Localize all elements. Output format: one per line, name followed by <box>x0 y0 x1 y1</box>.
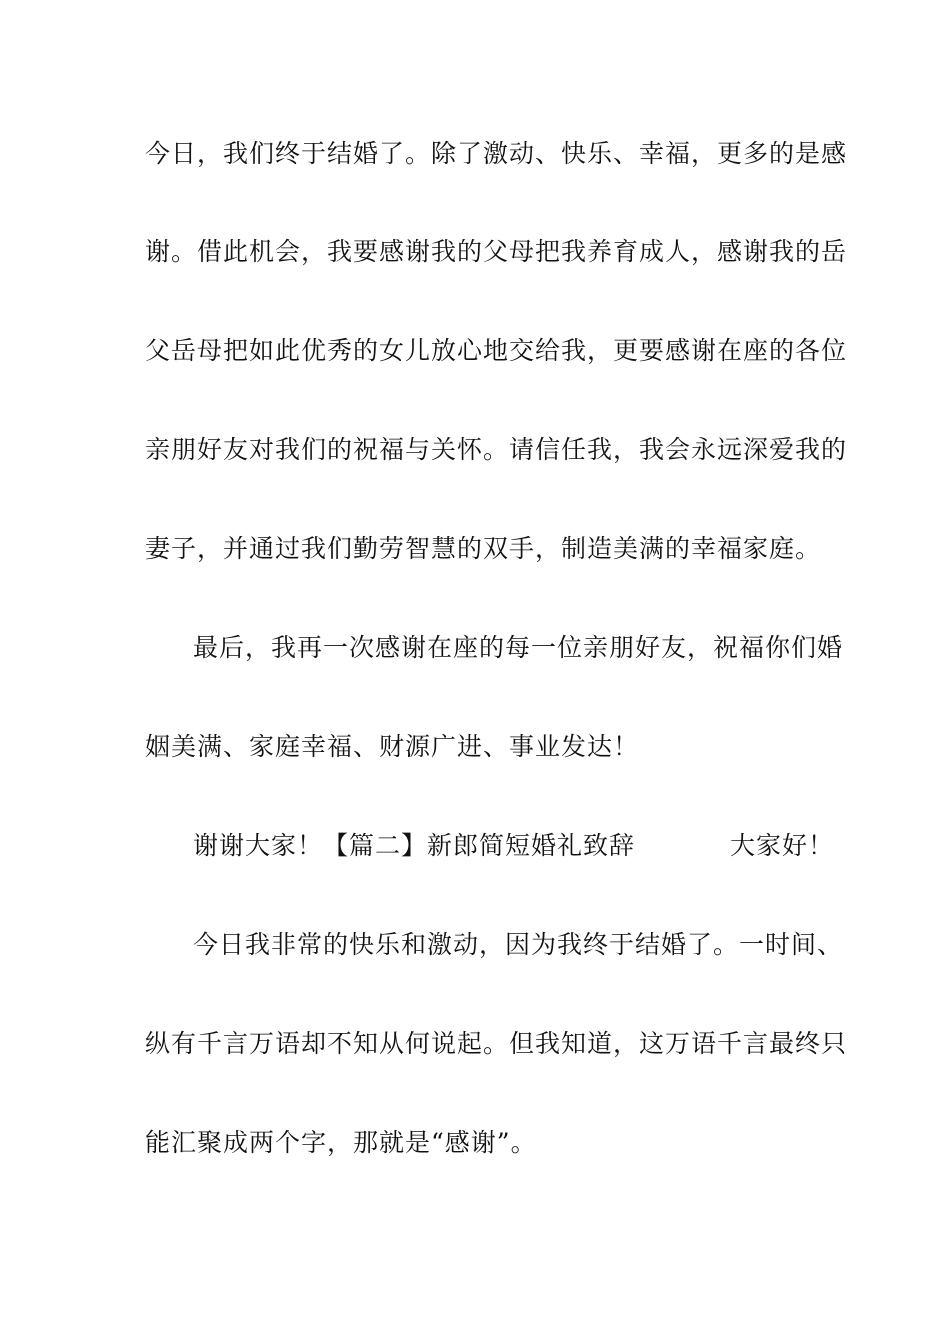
paragraph-line: 亲朋好友对我们的祝福与关怀。请信任我，我会永远深爱我的 <box>145 435 848 464</box>
section-heading-line <box>193 830 858 862</box>
paragraph-line: 今日我非常的快乐和激动，因为我终于结婚了。一时间、 <box>193 930 844 959</box>
section-heading-text: 谢谢大家！【篇二】新郎简短婚礼致辞 <box>193 831 636 860</box>
paragraph-line: 纵有千言万语却不知从何说起。但我知道，这万语千言最终只 <box>145 1029 848 1058</box>
greeting-text: 大家好！ <box>730 831 835 860</box>
paragraph-line: 父岳母把如此优秀的女儿放心地交给我，更要感谢在座的各位 <box>145 336 848 365</box>
paragraph-line: 能汇聚成两个字，那就是“感谢”。 <box>145 1128 537 1157</box>
paragraph-line: 姻美满、家庭幸福、财源广进、事业发达！ <box>145 732 640 761</box>
paragraph-line: 最后，我再一次感谢在座的每一位亲朋好友，祝福你们婚 <box>193 633 844 662</box>
paragraph-line: 妻子，并通过我们勤劳智慧的双手，制造美满的幸福家庭。 <box>145 534 822 563</box>
paragraph-line: 今日，我们终于结婚了。除了激动、快乐、幸福，更多的是感 <box>145 139 848 168</box>
paragraph-line: 谢。借此机会，我要感谢我的父母把我养育成人，感谢我的岳 <box>145 237 848 266</box>
